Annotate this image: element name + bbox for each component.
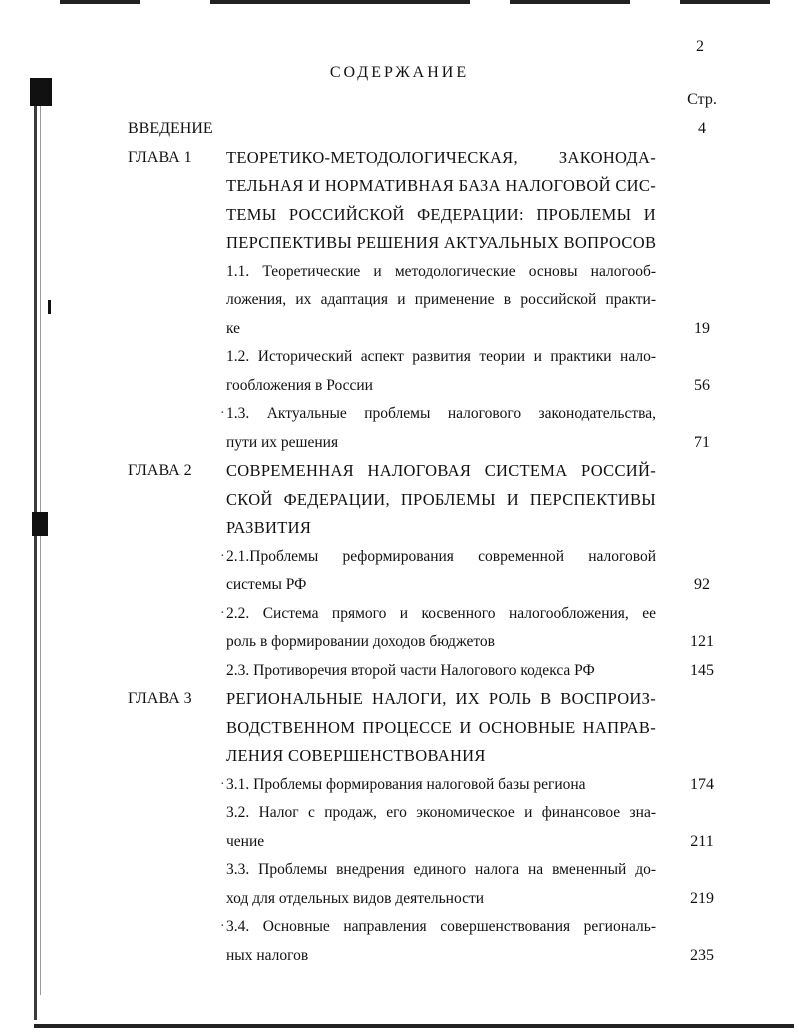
scan-dot: · xyxy=(220,777,225,792)
toc-section-line: гообложения в России xyxy=(226,377,373,394)
toc-section-line: 1.1. Теоретические и методологические основы налогооб- xyxy=(226,263,656,280)
toc-section-line: 2.2. Система прямого и косвенного налогообложения, ее xyxy=(226,605,656,622)
toc-chapter-title-line: ТЕОРЕТИКО-МЕТОДОЛОГИЧЕСКАЯ, ЗАКОНОДА- xyxy=(226,148,656,167)
toc-chapter-title-line: РЕГИОНАЛЬНЫЕ НАЛОГИ, ИХ РОЛЬ В ВОСПРОИЗ- xyxy=(226,689,656,708)
toc-chapter-title-line: ТЕЛЬНАЯ И НОРМАТИВНАЯ БАЗА НАЛОГОВОЙ СИС- xyxy=(226,176,656,195)
toc-entry-intro xyxy=(0,115,799,143)
toc-chapter-title-line: СОВРЕМЕННАЯ НАЛОГОВАЯ СИСТЕМА РОССИЙ- xyxy=(226,461,656,480)
toc-chapter-title-line: ВОДСТВЕННОМ ПРОЦЕССЕ И ОСНОВНЫЕ НАПРАВ- xyxy=(226,718,656,737)
toc-page-number: 92 xyxy=(694,576,710,593)
toc-page-number: 174 xyxy=(690,776,714,793)
pages-column-header: Стр. xyxy=(687,91,717,108)
toc-section-line: 1.2. Исторический аспект развития теории и практики нало- xyxy=(226,348,656,365)
scan-dot: · xyxy=(220,406,225,421)
scan-dot: · xyxy=(220,919,225,934)
toc-section-line: чение xyxy=(226,833,265,850)
page-number: 2 xyxy=(696,38,704,55)
toc-section-line: ложения, их адаптация и применение в российской практи- xyxy=(226,291,656,308)
toc-section-line: роль в формировании доходов бюджетов xyxy=(226,633,495,650)
toc-section-line: пути их решения xyxy=(226,434,339,451)
page-title: СОДЕРЖАНИЕ xyxy=(329,64,470,81)
toc-page-number: 71 xyxy=(694,434,710,451)
toc-section-line: 3.4. Основные направления совершенствования региональ- xyxy=(226,918,656,935)
toc-section-line: ке xyxy=(226,320,241,337)
toc-chapter-2 xyxy=(0,457,799,485)
scan-border-top xyxy=(210,0,470,4)
scan-border-top xyxy=(680,0,770,4)
toc-page-number: 121 xyxy=(690,633,714,650)
toc-chapter-title-line: ТЕМЫ РОССИЙСКОЙ ФЕДЕРАЦИИ: ПРОБЛЕМЫ И xyxy=(226,205,656,224)
toc-section-line: системы РФ xyxy=(226,576,307,593)
scan-border-top xyxy=(60,0,140,4)
toc-page-number: 4 xyxy=(698,120,706,137)
toc-page-number: 56 xyxy=(694,377,710,394)
toc-page-number: 219 xyxy=(690,890,714,907)
toc-section-line: 2.1.Проблемы реформирования современной налоговой xyxy=(226,548,656,565)
toc-page-number: 211 xyxy=(690,833,714,850)
toc-chapter-3 xyxy=(0,685,799,713)
toc-section-line: 2.3. Противоречия второй части Налогового кодекса РФ xyxy=(226,662,595,679)
toc-section-line: 1.3. Актуальные проблемы налогового законодательства, xyxy=(226,405,656,422)
toc-chapter-label: ГЛАВА 1 xyxy=(128,149,192,166)
toc-section-line: ход для отдельных видов деятельности xyxy=(226,890,485,907)
scan-smudge xyxy=(30,78,52,106)
toc-page-number: 19 xyxy=(694,320,710,337)
toc-intro-label: ВВЕДЕНИЕ xyxy=(128,120,213,137)
toc-chapter-title-line: ПЕРСПЕКТИВЫ РЕШЕНИЯ АКТУАЛЬНЫХ ВОПРОСОВ xyxy=(226,233,657,252)
scan-border-top xyxy=(510,0,630,4)
toc-chapter-title-line: ЛЕНИЯ СОВЕРШЕНСТВОВАНИЯ xyxy=(226,746,486,765)
toc-section-line: ных налогов xyxy=(226,947,309,964)
toc-chapter-label: ГЛАВА 2 xyxy=(128,462,192,479)
toc-chapter-1 xyxy=(0,144,799,172)
toc-section-line: 3.1. Проблемы формирования налоговой базы региона xyxy=(226,776,586,793)
toc-chapter-title-line: СКОЙ ФЕДЕРАЦИИ, ПРОБЛЕМЫ И ПЕРСПЕКТИВЫ xyxy=(226,490,656,509)
toc-page-number: 235 xyxy=(690,947,714,964)
toc-section-line: 3.3. Проблемы внедрения единого налога на вмененный до- xyxy=(226,861,656,878)
toc-chapter-label: ГЛАВА 3 xyxy=(128,690,192,707)
toc-page-number: 145 xyxy=(690,662,714,679)
toc-section-line: 3.2. Налог с продаж, его экономическое и финансовое зна- xyxy=(226,804,656,821)
scan-border-bottom xyxy=(34,1024,794,1028)
scan-dot: · xyxy=(220,606,225,621)
scan-dot: · xyxy=(220,549,225,564)
toc-chapter-title-line: РАЗВИТИЯ xyxy=(226,518,312,537)
